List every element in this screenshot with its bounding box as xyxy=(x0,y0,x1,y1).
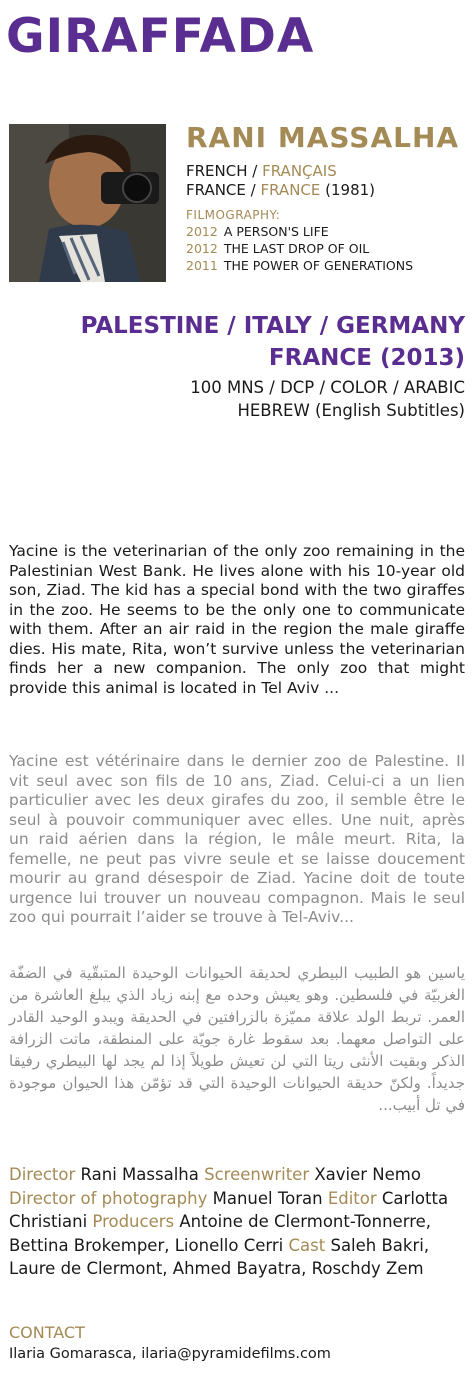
credit-label-cast: Cast xyxy=(288,1235,326,1255)
birth-year: (1981) xyxy=(320,181,376,199)
language-fr: FRANÇAIS xyxy=(262,162,337,180)
countries-line-2: FRANCE (2013) xyxy=(268,345,465,371)
synopsis-english: Yacine is the veterinarian of the only zoo remaining in the Palestinian West Bank. He lives alone with his 10-year old son, Ziad. The kid has a special bond with the two giraffes in the zoo. He seems to be the only one to communicate with them. After an air raid in the region the male giraffe dies. His mate, Rita, won’t survive unless the veterinarian finds her a new companion. The only zoo that might provide this animal is located in Tel Aviv ... xyxy=(9,542,465,697)
production-countries xyxy=(81,310,465,374)
country-fr: FRANCE xyxy=(260,181,321,199)
film-title-entry: A PERSON'S LIFE xyxy=(223,224,329,239)
tech-line-1: 100 MNS / DCP / COLOR / ARABIC xyxy=(190,378,465,397)
countries-line-1: PALESTINE / ITALY / GERMANY xyxy=(80,313,465,339)
filmography-item xyxy=(186,240,413,257)
contact-heading: CONTACT xyxy=(9,1323,85,1342)
language-en: FRENCH xyxy=(186,162,248,180)
credit-label-dop: Director of photography xyxy=(9,1188,208,1208)
credit-dop: Manuel Toran xyxy=(212,1188,323,1208)
contact-info[interactable]: Ilaria Gomarasca, ilaria@pyramidefilms.com xyxy=(9,1346,331,1362)
credit-cast: Saleh Bakri, Laure de Clermont, Ahmed Bayatra, Roschdy Zem xyxy=(9,1235,430,1278)
film-title-entry: THE POWER OF GENERATIONS xyxy=(223,258,414,273)
credit-label-editor: Editor xyxy=(327,1188,377,1208)
filmography-item xyxy=(186,223,413,240)
credit-editor: Carlotta Christiani xyxy=(9,1188,449,1231)
synopsis-french: Yacine est vétérinaire dans le dernier zoo de Palestine. Il vit seul avec son fils de 10 ans, Ziad. Celui-ci a un lien particulier avec les deux girafes du zoo, il semble être le seul à pouvoir communiquer avec elles. Une nuit, après un raid aérien dans la région, le mâle meurt. Rita, la femelle, ne peut pas vivre seule et se laisse doucement mourir au grand désespoir de Ziad. Yacine doit de toute urgence lui trouver un nouveau compagnon. Mais le seul zoo qui pourrait l’aider se trouve à Tel-Aviv... xyxy=(9,752,465,926)
filmography-item xyxy=(186,257,413,274)
film-title: GIRAFFADA xyxy=(6,9,315,64)
director-name: RANI MASSALHA xyxy=(186,121,460,154)
tech-line-2: HEBREW (English Subtitles) xyxy=(237,401,465,420)
director-photo xyxy=(9,124,166,282)
credit-label-director: Director xyxy=(9,1165,76,1184)
film-year: 2012 xyxy=(186,241,218,256)
film-title-entry: THE LAST DROP OF OIL xyxy=(223,241,370,256)
credit-label-producers: Producers xyxy=(92,1212,175,1231)
technical-info xyxy=(81,376,465,422)
credit-label-screenwriter: Screenwriter xyxy=(204,1165,310,1184)
country-separator: / xyxy=(245,181,261,199)
director-language xyxy=(186,161,337,181)
filmography-list xyxy=(186,223,413,274)
filmography-heading: FILMOGRAPHY: xyxy=(186,208,281,222)
credit-director: Rani Massalha xyxy=(80,1165,199,1184)
country-en: FRANCE xyxy=(186,181,246,199)
synopsis-arabic: ياسين هو الطبيب البيطري لحديقة الحيوانات الوحيدة المتبقّية في الضفّة الغربيّة في فلسطين. وهو يعيش وحده مع إبنه زياد الذي يبلغ العاشرة من العمر. تربط الولد علاقة مميّزة بالزرافتين في الحديقة ويبدو الوحيد القادر على التواصل معهما. بعد سقوط غارة جويّة على المنطقة، ماتت الزرافة الذكر وبقيت الأنثى ريتا التي لن تعيش طويلاً إذا لم يجد لها البيطري رفيقا جديداً. ولكنّ حديقة الحيوانات الوحيدة التي قد تؤمّن هذا الحيوان موجودة في تل أبيب... xyxy=(9,964,465,1114)
language-separator: / xyxy=(247,162,263,180)
director-country xyxy=(186,180,375,200)
credits xyxy=(9,1163,467,1281)
production-info xyxy=(81,310,465,422)
credit-producers: Antoine de Clermont-Tonnerre, Bettina Brokemper, Lionello Cerri xyxy=(9,1212,432,1255)
film-year: 2012 xyxy=(186,224,218,239)
credit-screenwriter: Xavier Nemo xyxy=(314,1165,421,1184)
film-year: 2011 xyxy=(186,258,218,273)
